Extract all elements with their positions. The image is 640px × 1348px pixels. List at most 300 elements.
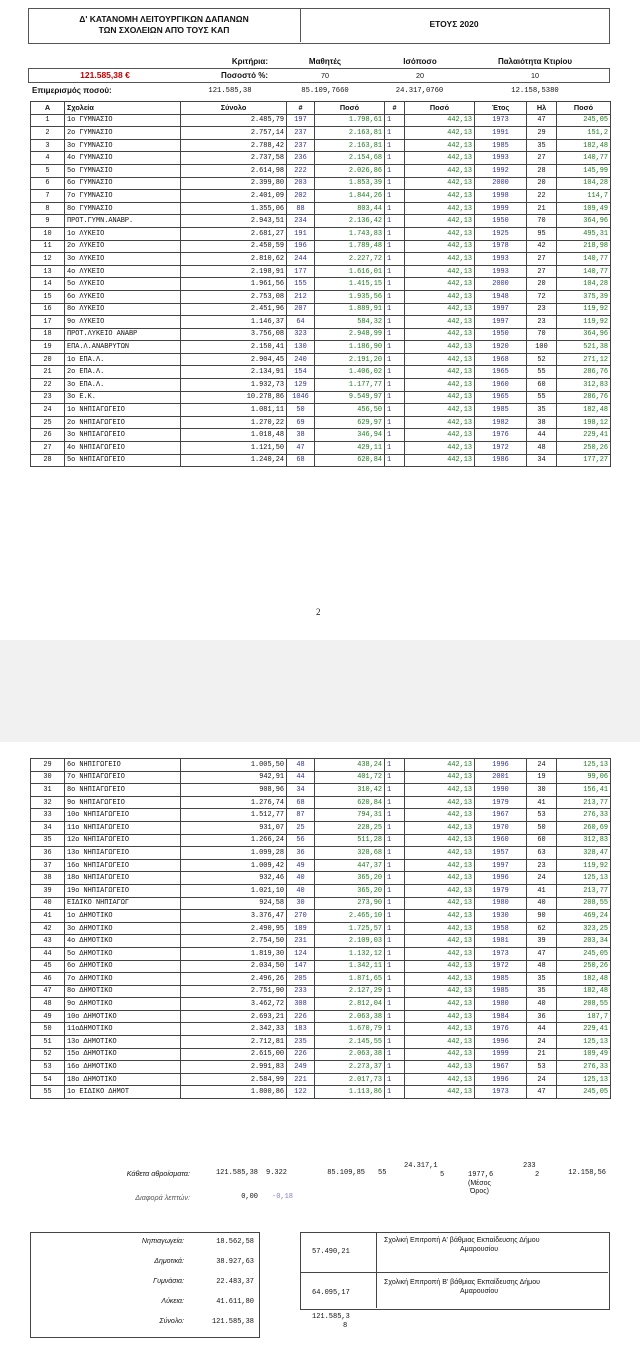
age-amount: 182,48: [557, 404, 611, 417]
build-year: 1986: [475, 454, 527, 467]
table-row: [31, 910, 611, 923]
age-amount: 109,49: [557, 202, 611, 215]
row-total: 3.376,47: [181, 910, 287, 923]
students-count: 234: [287, 215, 315, 228]
equal-count: 1: [385, 910, 405, 923]
students-count: 122: [287, 1086, 315, 1099]
committee-a-value: 57.490,21: [312, 1248, 350, 1256]
row-index: 41: [31, 910, 65, 923]
building-age: 40: [527, 998, 557, 1011]
row-index: 52: [31, 1048, 65, 1061]
students-amount: 328,68: [315, 847, 385, 860]
equal-amount: 442,13: [405, 303, 475, 316]
row-index: 20: [31, 353, 65, 366]
building-age: 35: [527, 404, 557, 417]
equal-amount: 442,13: [405, 872, 475, 885]
row-index: 29: [31, 759, 65, 772]
building-age: 24: [527, 759, 557, 772]
build-year: 1993: [475, 152, 527, 165]
building-age: 60: [527, 834, 557, 847]
building-age: 30: [527, 784, 557, 797]
equal-count: 1: [385, 114, 405, 127]
row-index: 31: [31, 784, 65, 797]
age-amount: 109,49: [557, 1048, 611, 1061]
row-index: 37: [31, 859, 65, 872]
building-age: 41: [527, 884, 557, 897]
row-total: 2.681,27: [181, 227, 287, 240]
age-amount: 364,96: [557, 215, 611, 228]
age-amount: 328,47: [557, 847, 611, 860]
build-year: 1967: [475, 1061, 527, 1074]
students-count: 87: [287, 809, 315, 822]
equal-count: 1: [385, 809, 405, 822]
allocation-table-page-2: [30, 758, 611, 1099]
table-row: [31, 947, 611, 960]
equal-amount: 442,13: [405, 240, 475, 253]
equal-amount: 442,13: [405, 809, 475, 822]
building-age: 24: [527, 1073, 557, 1086]
students-count: 48: [287, 759, 315, 772]
table-row: [31, 253, 611, 266]
table-row: [31, 1010, 611, 1023]
age-amount: 495,31: [557, 227, 611, 240]
students-count: 1046: [287, 391, 315, 404]
table-row: [31, 290, 611, 303]
table-row: [31, 328, 611, 341]
building-age: 29: [527, 127, 557, 140]
building-age: 47: [527, 114, 557, 127]
school-name: 4ο ΛΥΚΕΙΟ: [65, 265, 181, 278]
building-age: 70: [527, 328, 557, 341]
table-row: [31, 771, 611, 784]
build-year: 1985: [475, 985, 527, 998]
equal-count: 1: [385, 1023, 405, 1036]
equal-count: 1: [385, 922, 405, 935]
students-amount: 1.113,86: [315, 1086, 385, 1099]
table-row: [31, 1036, 611, 1049]
equal-count: 1: [385, 240, 405, 253]
build-year: 1968: [475, 353, 527, 366]
students-count: 323: [287, 328, 315, 341]
build-year: 1925: [475, 227, 527, 240]
students-amount: 310,42: [315, 784, 385, 797]
age-amount: 125,13: [557, 872, 611, 885]
students-amount: 2.948,99: [315, 328, 385, 341]
equal-amount: 442,13: [405, 416, 475, 429]
age-amount: 125,13: [557, 1036, 611, 1049]
col-year: Έτος: [475, 102, 527, 115]
equal-count: 1: [385, 985, 405, 998]
equal-count: 1: [385, 353, 405, 366]
age-amount: 218,98: [557, 240, 611, 253]
totals-students: 9.322: [266, 1169, 288, 1177]
students-count: 207: [287, 303, 315, 316]
age-amount: 187,7: [557, 1010, 611, 1023]
age-amount: 140,77: [557, 152, 611, 165]
students-amount: 456,50: [315, 404, 385, 417]
diff-students: -0,18: [272, 1193, 294, 1201]
building-age: 42: [527, 240, 557, 253]
equal-amount: 442,13: [405, 973, 475, 986]
equal-count: 1: [385, 821, 405, 834]
school-name: 1ο ΓΥΜΝΑΣΙΟ: [65, 114, 181, 127]
students-count: 154: [287, 366, 315, 379]
building-age: 21: [527, 202, 557, 215]
row-index: 25: [31, 416, 65, 429]
row-index: 21: [31, 366, 65, 379]
build-year: 1957: [475, 847, 527, 860]
age-amount: 119,92: [557, 859, 611, 872]
row-index: 34: [31, 821, 65, 834]
school-name: 3ο ΝΗΠΙΑΓΩΓΕΙΟ: [65, 429, 181, 442]
students-count: 47: [287, 442, 315, 455]
age-amount: 323,25: [557, 922, 611, 935]
equal-amount: 442,13: [405, 1023, 475, 1036]
students-count: 177: [287, 265, 315, 278]
students-amount: 1.415,15: [315, 278, 385, 291]
students-amount: 1.789,48: [315, 240, 385, 253]
students-count: 202: [287, 190, 315, 203]
age-amount: 208,55: [557, 998, 611, 1011]
building-age: 50: [527, 821, 557, 834]
build-year: 1948: [475, 290, 527, 303]
committee-a-text-1: Σχολική Επιτροπή Α' βάθμιας Εκπαίδευσης Δήμου: [384, 1237, 540, 1244]
building-age: 44: [527, 1023, 557, 1036]
school-name: 2ο ΛΥΚΕΙΟ: [65, 240, 181, 253]
diff-total: 0,00: [241, 1193, 258, 1201]
equal-amount: 442,13: [405, 884, 475, 897]
age-amount: 119,92: [557, 316, 611, 329]
dist-total: 121.585,38: [208, 87, 252, 95]
table-row: [31, 316, 611, 329]
school-name: 13ο ΔΗΜΟΤΙΚΟ: [65, 1036, 181, 1049]
build-year: 1996: [475, 872, 527, 885]
row-index: 4: [31, 152, 65, 165]
students-count: 69: [287, 416, 315, 429]
school-name: 6ο ΝΗΠΙΓΩΓΕΙΟ: [65, 759, 181, 772]
equal-amount: 442,13: [405, 127, 475, 140]
age-amount: 260,69: [557, 821, 611, 834]
school-name: 18ο ΔΗΜΟΤΙΚΟ: [65, 1073, 181, 1086]
row-total: 2.342,33: [181, 1023, 287, 1036]
row-index: 13: [31, 265, 65, 278]
building-age: 63: [527, 847, 557, 860]
students-count: 231: [287, 935, 315, 948]
dist-equal: 24.317,0760: [395, 87, 444, 95]
row-total: 2.198,91: [181, 265, 287, 278]
building-age: 55: [527, 366, 557, 379]
row-total: 1.276,74: [181, 796, 287, 809]
dist-students: 85.109,7660: [301, 87, 349, 95]
students-amount: 2.136,42: [315, 215, 385, 228]
students-amount: 1.186,90: [315, 341, 385, 354]
age-amount: 114,7: [557, 190, 611, 203]
row-total: 1.819,30: [181, 947, 287, 960]
age-amount: 521,38: [557, 341, 611, 354]
row-total: 924,58: [181, 897, 287, 910]
row-total: 2.757,14: [181, 127, 287, 140]
building-age: 22: [527, 190, 557, 203]
row-index: 33: [31, 809, 65, 822]
age-amount: 312,83: [557, 379, 611, 392]
students-count: 130: [287, 341, 315, 354]
dist-age: 12.158,5380: [511, 87, 559, 95]
equal-amount: 442,13: [405, 278, 475, 291]
col-amt2: Ποσό: [405, 102, 475, 115]
equal-amount: 442,13: [405, 759, 475, 772]
row-index: 42: [31, 922, 65, 935]
equal-amount: 442,13: [405, 442, 475, 455]
students-amount: 629,97: [315, 416, 385, 429]
totals-amt2-l1: 24.317,1: [404, 1162, 438, 1170]
equal-amount: 442,13: [405, 1048, 475, 1061]
build-year: 1999: [475, 1048, 527, 1061]
row-total: 1.099,28: [181, 847, 287, 860]
criteria-label: Κριτήρια:: [231, 57, 268, 66]
age-amount: 213,77: [557, 796, 611, 809]
students-amount: 1.406,02: [315, 366, 385, 379]
equal-amount: 442,13: [405, 947, 475, 960]
building-age: 35: [527, 973, 557, 986]
title-line-2: ΤΩΝ ΣΧΟΛΕΙΩΝ ΑΠΌ ΤΟΥΣ ΚΑΠ: [98, 25, 230, 35]
table-row: [31, 960, 611, 973]
page-gap: [0, 640, 640, 742]
build-year: 2000: [475, 177, 527, 190]
build-year: 1950: [475, 328, 527, 341]
building-age: 35: [527, 139, 557, 152]
building-age: 70: [527, 215, 557, 228]
equal-count: 1: [385, 960, 405, 973]
building-age: 23: [527, 303, 557, 316]
row-total: 2.943,51: [181, 215, 287, 228]
totals-amt2-l2: 5: [440, 1171, 445, 1179]
students-count: 212: [287, 290, 315, 303]
row-total: 2.788,42: [181, 139, 287, 152]
students-amount: 584,32: [315, 316, 385, 329]
equal-amount: 442,13: [405, 821, 475, 834]
row-total: 2.496,26: [181, 973, 287, 986]
build-year: 1999: [475, 202, 527, 215]
row-total: 2.693,21: [181, 1010, 287, 1023]
build-year: 1920: [475, 341, 527, 354]
students-amount: 447,37: [315, 859, 385, 872]
document-page-1: [0, 0, 640, 640]
row-total: 1.021,10: [181, 884, 287, 897]
building-age: 23: [527, 316, 557, 329]
row-index: 30: [31, 771, 65, 784]
equal-count: 1: [385, 1073, 405, 1086]
table-row: [31, 847, 611, 860]
school-name: 1ο ΝΗΠΙΑΓΩΓΕΙΟ: [65, 404, 181, 417]
row-index: 36: [31, 847, 65, 860]
row-index: 53: [31, 1061, 65, 1074]
building-age: 24: [527, 872, 557, 885]
school-name: 7ο ΔΗΜΟΤΙΚΟ: [65, 973, 181, 986]
build-year: 1997: [475, 303, 527, 316]
totals-year-note-2: Όρος): [470, 1188, 490, 1195]
crit-equal: Ισόποσο: [403, 57, 437, 66]
students-amount: 273,90: [315, 897, 385, 910]
age-amount: 364,96: [557, 328, 611, 341]
totals-label: Κάθετα αθροίσματα:: [126, 1169, 190, 1178]
col-amt3: Ποσό: [557, 102, 611, 115]
build-year: 1990: [475, 784, 527, 797]
category-sum-label: Σύνολο:: [159, 1318, 184, 1325]
school-name: 3ο ΛΥΚΕΙΟ: [65, 253, 181, 266]
age-amount: 198,12: [557, 416, 611, 429]
table-row: [31, 859, 611, 872]
row-index: 55: [31, 1086, 65, 1099]
row-total: 10.278,86: [181, 391, 287, 404]
building-age: 90: [527, 910, 557, 923]
age-amount: 182,48: [557, 973, 611, 986]
equal-amount: 442,13: [405, 1036, 475, 1049]
equal-count: 1: [385, 253, 405, 266]
row-index: 47: [31, 985, 65, 998]
age-amount: 99,06: [557, 771, 611, 784]
school-name: 11οΔΗΜΟΤΙΚΟ: [65, 1023, 181, 1036]
school-name: 4ο ΔΗΜΟΤΙΚΟ: [65, 935, 181, 948]
table-row: [31, 366, 611, 379]
table-row: [31, 341, 611, 354]
table-row: [31, 1061, 611, 1074]
equal-amount: 442,13: [405, 190, 475, 203]
page-number: 2: [316, 607, 321, 617]
build-year: 1965: [475, 391, 527, 404]
equal-amount: 442,13: [405, 316, 475, 329]
school-name: 16ο ΔΗΜΟΤΙΚΟ: [65, 1061, 181, 1074]
total-amount: 121.585,38 €: [80, 70, 130, 80]
equal-count: 1: [385, 303, 405, 316]
build-year: 1980: [475, 998, 527, 1011]
equal-count: 1: [385, 341, 405, 354]
row-total: 2.150,41: [181, 341, 287, 354]
table-row: [31, 114, 611, 127]
school-name: 6ο ΔΗΜΟΤΙΚΟ: [65, 960, 181, 973]
equal-amount: 442,13: [405, 391, 475, 404]
row-total: 908,96: [181, 784, 287, 797]
age-amount: 271,12: [557, 353, 611, 366]
building-age: 55: [527, 391, 557, 404]
equal-count: 1: [385, 973, 405, 986]
age-amount: 177,27: [557, 454, 611, 467]
building-age: 36: [527, 1010, 557, 1023]
percent-label: Ποσοστό %:: [221, 71, 268, 80]
school-name: 12ο ΝΗΠΙΑΓΩΓΕΙΟ: [65, 834, 181, 847]
building-age: 41: [527, 796, 557, 809]
school-name: 5ο ΔΗΜΟΤΙΚΟ: [65, 947, 181, 960]
students-count: 25: [287, 821, 315, 834]
equal-amount: 442,13: [405, 935, 475, 948]
row-total: 2.450,59: [181, 240, 287, 253]
students-count: 249: [287, 1061, 315, 1074]
age-amount: 250,26: [557, 442, 611, 455]
equal-count: 1: [385, 202, 405, 215]
committee-b-value: 64.095,17: [312, 1289, 350, 1297]
equal-count: 1: [385, 416, 405, 429]
row-index: 9: [31, 215, 65, 228]
row-total: 2.451,96: [181, 303, 287, 316]
equal-amount: 442,13: [405, 429, 475, 442]
build-year: 1985: [475, 973, 527, 986]
table-row: [31, 834, 611, 847]
building-age: 95: [527, 227, 557, 240]
row-total: 2.753,08: [181, 290, 287, 303]
building-age: 47: [527, 1086, 557, 1099]
row-index: 45: [31, 960, 65, 973]
category-sum-value: 121.585,38: [211, 1318, 254, 1326]
equal-amount: 442,13: [405, 290, 475, 303]
equal-count: 1: [385, 227, 405, 240]
equal-count: 1: [385, 1061, 405, 1074]
build-year: 1972: [475, 442, 527, 455]
row-index: 14: [31, 278, 65, 291]
students-amount: 1.853,39: [315, 177, 385, 190]
row-index: 1: [31, 114, 65, 127]
build-year: 1982: [475, 416, 527, 429]
row-index: 40: [31, 897, 65, 910]
students-count: 124: [287, 947, 315, 960]
students-amount: 511,28: [315, 834, 385, 847]
row-total: 2.134,91: [181, 366, 287, 379]
school-name: 10ο ΝΗΠΙΑΓΩΓΕΙΟ: [65, 809, 181, 822]
students-amount: 2.227,72: [315, 253, 385, 266]
building-age: 20: [527, 177, 557, 190]
equal-count: 1: [385, 1048, 405, 1061]
building-age: 19: [527, 771, 557, 784]
row-index: 48: [31, 998, 65, 1011]
age-amount: 182,48: [557, 985, 611, 998]
students-amount: 2.109,03: [315, 935, 385, 948]
age-amount: 119,92: [557, 303, 611, 316]
table-row: [31, 190, 611, 203]
equal-amount: 442,13: [405, 834, 475, 847]
category-sum-value: 38.927,63: [216, 1258, 254, 1266]
students-count: 88: [287, 202, 315, 215]
school-name: 10ο ΔΗΜΟΤΙΚΟ: [65, 1010, 181, 1023]
diff-label: Διαφορά λεπτών:: [135, 1193, 190, 1202]
equal-amount: 442,13: [405, 859, 475, 872]
school-name: 1ο ΔΗΜΟΤΙΚΟ: [65, 910, 181, 923]
students-count: 205: [287, 973, 315, 986]
row-total: 2.614,98: [181, 164, 287, 177]
row-index: 18: [31, 328, 65, 341]
building-age: 35: [527, 985, 557, 998]
equal-count: 1: [385, 379, 405, 392]
building-age: 38: [527, 416, 557, 429]
equal-amount: 442,13: [405, 1010, 475, 1023]
age-amount: 312,83: [557, 834, 611, 847]
building-age: 23: [527, 859, 557, 872]
students-count: 226: [287, 1048, 315, 1061]
row-index: 16: [31, 303, 65, 316]
totals-age-l1: 233: [523, 1162, 536, 1170]
row-index: 39: [31, 884, 65, 897]
table-row: [31, 177, 611, 190]
students-amount: 620,84: [315, 454, 385, 467]
category-sum-value: 41.611,80: [216, 1298, 254, 1306]
category-sum-value: 22.483,37: [216, 1278, 254, 1286]
table-row: [31, 897, 611, 910]
equal-amount: 442,13: [405, 353, 475, 366]
school-name: 13ο ΝΗΠΙΑΓΩΓΕΙΟ: [65, 847, 181, 860]
category-sum-label: Νηπιαγωγεία:: [141, 1238, 184, 1245]
building-age: 53: [527, 1061, 557, 1074]
row-total: 932,46: [181, 872, 287, 885]
row-total: 1.800,86: [181, 1086, 287, 1099]
age-amount: 276,33: [557, 809, 611, 822]
row-index: 49: [31, 1010, 65, 1023]
